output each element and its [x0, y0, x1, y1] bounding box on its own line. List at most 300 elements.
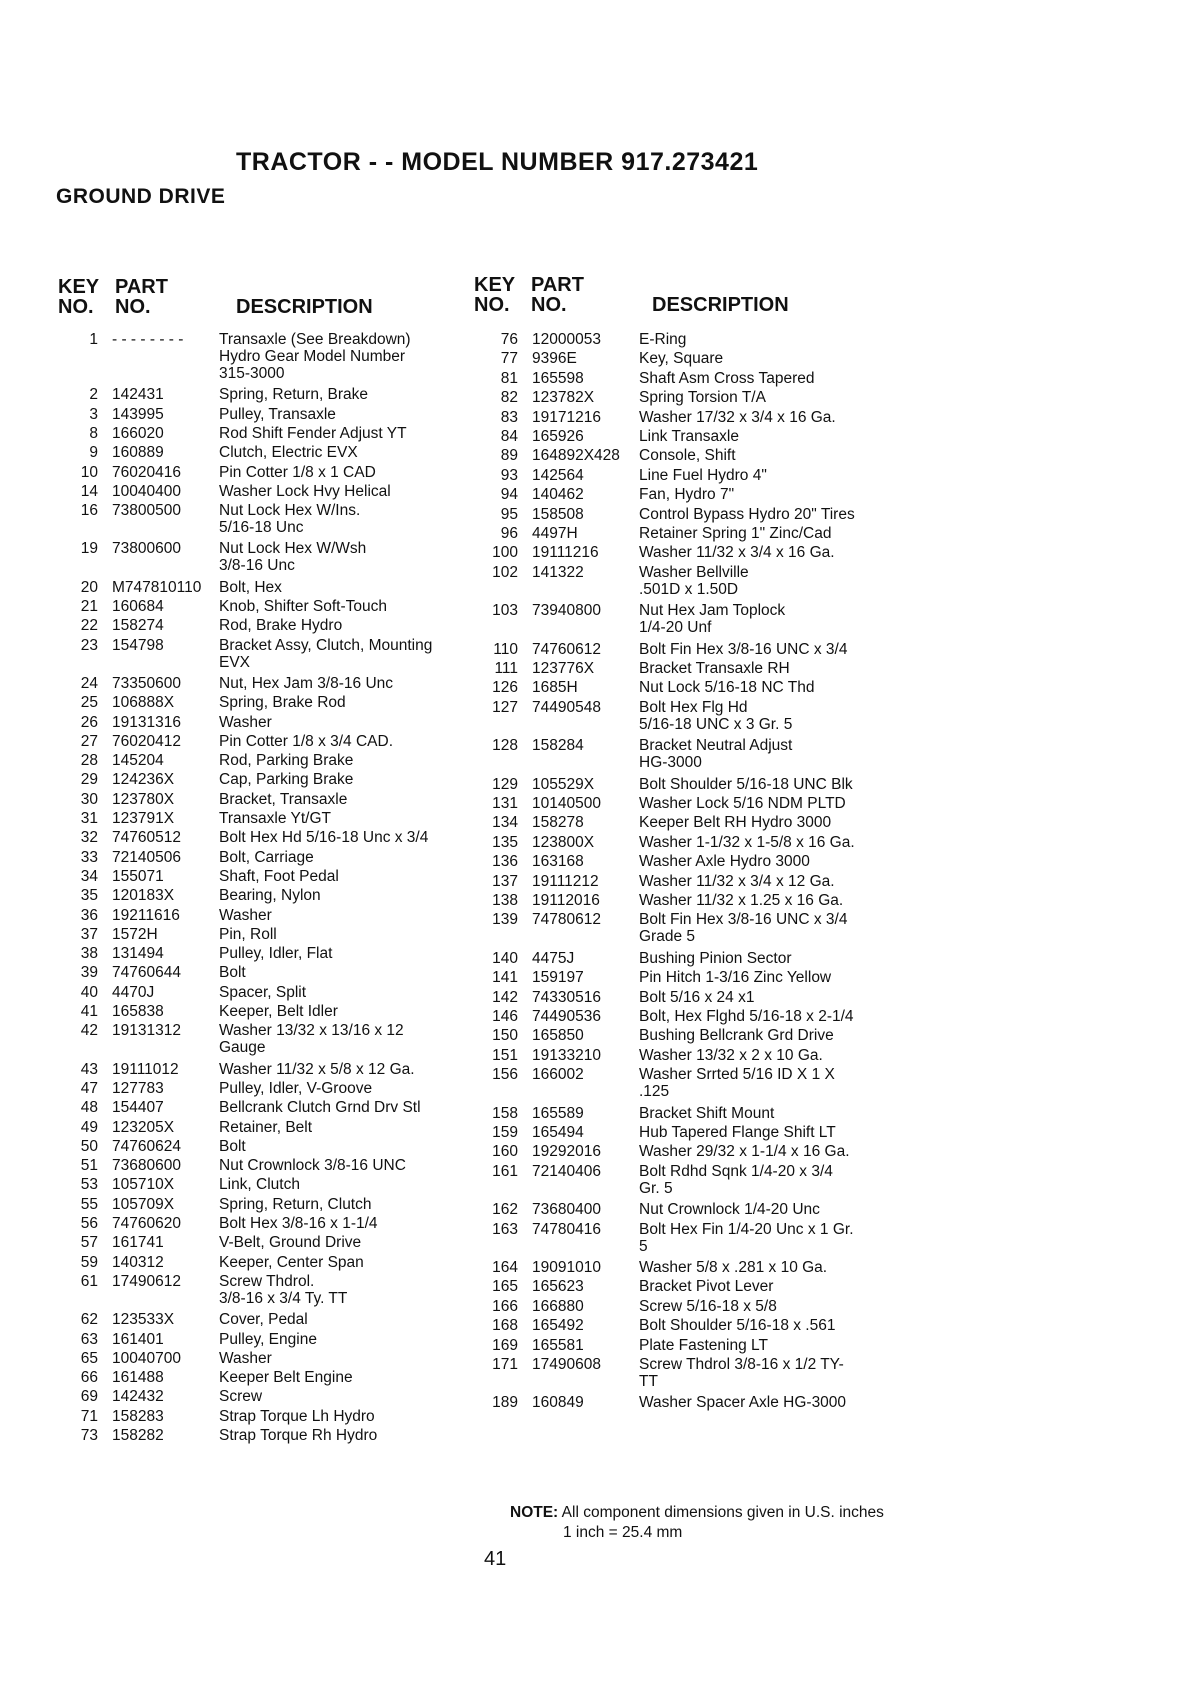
- key-cell: [56, 944, 98, 963]
- part-number: 76020412: [112, 732, 181, 750]
- part-number: 165492: [532, 1317, 584, 1335]
- key-cell: [476, 1355, 518, 1374]
- part-description: Shaft, Foot Pedal: [219, 867, 339, 885]
- key-number: 134: [492, 814, 518, 832]
- part-number: 106888X: [112, 694, 175, 712]
- parts-row: [476, 1297, 996, 1316]
- part-description: Bolt Shoulder 5/16-18 x .561: [639, 1317, 836, 1335]
- part-description: Transaxle Yt/GT: [219, 810, 331, 827]
- part-description: Washer: [219, 1349, 272, 1367]
- key-cell: [476, 1065, 518, 1084]
- left-column-header: [58, 276, 528, 320]
- key-cell: [476, 640, 518, 659]
- part-description: Bolt Hex Fin 1/4-20 Unc x 1 Gr.: [639, 1220, 854, 1238]
- key-cell: [476, 1220, 518, 1239]
- part-number: 165589: [532, 1104, 584, 1122]
- part-description: Keeper, Center Span: [219, 1253, 364, 1271]
- key-number: 51: [80, 1157, 98, 1175]
- key-number: 42: [80, 1022, 98, 1040]
- page-title: TRACTOR - - MODEL NUMBER 917.273421: [236, 148, 759, 176]
- key-cell: [56, 1195, 98, 1214]
- parts-row: [476, 659, 996, 678]
- part-description: Bracket, Transaxle: [219, 790, 348, 808]
- left-parts-list: [56, 330, 496, 1530]
- key-cell: [476, 543, 518, 562]
- part-description: Keeper Belt RH Hydro 3000: [639, 814, 832, 832]
- part-number: 154798: [112, 636, 164, 654]
- key-number: 10: [80, 463, 98, 481]
- key-number: 30: [80, 790, 98, 808]
- part-description: Nut Crownlock 1/4-20 Unc: [639, 1201, 820, 1219]
- part-number: 120183X: [112, 887, 175, 905]
- part-description: Bracket Neutral Adjust: [639, 737, 793, 755]
- part-number: 19111212: [532, 872, 599, 890]
- part-number: 76020416: [112, 463, 181, 481]
- part-number: 123791X: [112, 810, 175, 827]
- parts-row: [476, 330, 996, 349]
- key-number: 2: [89, 386, 98, 404]
- key-cell: [56, 751, 98, 770]
- key-number: 14: [80, 482, 98, 500]
- part-description: Washer 29/32 x 1-1/4 x 16 Ga.: [639, 1143, 850, 1161]
- part-description: Bolt: [219, 964, 246, 982]
- part-description: Nut, Hex Jam 3/8-16 Unc: [219, 674, 394, 692]
- key-cell: [476, 369, 518, 388]
- part-description: Screw: [219, 1388, 263, 1406]
- header-part-no: NO.: [531, 294, 567, 316]
- key-cell: [56, 463, 98, 482]
- parts-row: [476, 1123, 996, 1142]
- part-description: Link, Clutch: [219, 1176, 300, 1194]
- key-cell: [56, 1233, 98, 1252]
- key-cell: [56, 1387, 98, 1406]
- part-description: Washer Bellville: [639, 563, 749, 581]
- key-number: 3: [89, 405, 98, 423]
- key-cell: [476, 408, 518, 427]
- part-description: Washer 11/32 x 3/4 x 16 Ga.: [639, 544, 835, 562]
- part-description: 315-3000: [219, 365, 285, 382]
- part-number: 160889: [112, 444, 164, 462]
- part-description: 5/16-18 Unc: [219, 519, 304, 537]
- section-title: GROUND DRIVE: [56, 185, 226, 208]
- note-text: All component dimensions given in U.S. inches: [561, 1504, 884, 1521]
- parts-row: [476, 1316, 996, 1335]
- parts-row: [476, 1200, 996, 1219]
- header-description: DESCRIPTION: [652, 294, 789, 316]
- right-parts-list: [476, 330, 946, 1530]
- part-description: Plate Fastening LT: [639, 1336, 768, 1354]
- part-description: Washer: [219, 713, 272, 731]
- part-description: Rod Shift Fender Adjust YT: [219, 424, 407, 442]
- part-number: 19111216: [532, 544, 599, 562]
- part-description: Cover, Pedal: [219, 1311, 308, 1329]
- parts-row: [476, 968, 996, 987]
- part-number: 123205X: [112, 1118, 175, 1136]
- part-description: Gauge: [219, 1039, 266, 1057]
- part-number: 123780X: [112, 790, 175, 808]
- part-number: 4497H: [532, 525, 578, 542]
- key-number: 126: [492, 679, 518, 697]
- key-cell: [56, 405, 98, 424]
- key-number: 32: [80, 829, 98, 847]
- key-cell: [56, 616, 98, 635]
- part-number: 158284: [532, 737, 584, 755]
- part-description: Washer 11/32 x 5/8 x 12 Ga.: [219, 1060, 415, 1078]
- key-cell: [56, 1349, 98, 1368]
- parts-row: [476, 1007, 996, 1026]
- key-number: 189: [492, 1394, 518, 1412]
- key-cell: [476, 1393, 518, 1412]
- key-cell: [476, 949, 518, 968]
- key-number: 73: [80, 1427, 98, 1444]
- key-cell: [56, 770, 98, 789]
- part-number: 131494: [112, 945, 164, 963]
- part-description: Keeper Belt Engine: [219, 1369, 353, 1387]
- part-description: Nut Crownlock 3/8-16 UNC: [219, 1157, 406, 1175]
- part-number: 73680600: [112, 1157, 181, 1175]
- part-description: Strap Torque Rh Hydro: [219, 1427, 378, 1444]
- key-number: 23: [80, 636, 98, 654]
- part-number: 123782X: [532, 389, 595, 407]
- key-cell: [56, 1272, 98, 1291]
- part-description: Bracket Assy, Clutch, Mounting: [219, 636, 433, 654]
- key-cell: [476, 833, 518, 852]
- part-number: 73800600: [112, 540, 181, 558]
- part-description: Washer 13/32 x 13/16 x 12: [219, 1022, 404, 1040]
- part-number: 165926: [532, 428, 584, 445]
- key-cell: [56, 674, 98, 693]
- part-description: Rod, Parking Brake: [219, 752, 354, 770]
- parts-row: [476, 1220, 996, 1255]
- part-number: M747810110: [112, 578, 202, 596]
- key-number: 20: [80, 578, 98, 596]
- part-number: 158508: [532, 505, 584, 523]
- key-number: 137: [492, 872, 518, 890]
- part-number: 10040700: [112, 1349, 181, 1367]
- part-number: 19292016: [532, 1143, 601, 1161]
- key-number: 82: [500, 389, 518, 407]
- key-number: 161: [492, 1162, 518, 1180]
- key-number: 41: [80, 1003, 98, 1020]
- key-cell: [56, 1310, 98, 1329]
- note-conversion: 1 inch = 25.4 mm: [563, 1524, 683, 1541]
- part-description: V-Belt, Ground Drive: [219, 1234, 362, 1252]
- key-number: 56: [80, 1215, 98, 1232]
- key-cell: [476, 1046, 518, 1065]
- part-description: 5/16-18 UNC x 3 Gr. 5: [639, 715, 793, 733]
- key-cell: [56, 1118, 98, 1137]
- key-number: 63: [80, 1330, 98, 1348]
- parts-row: [476, 1336, 996, 1355]
- parts-row: [476, 1065, 996, 1101]
- part-description: Strap Torque Lh Hydro: [219, 1407, 375, 1425]
- part-description: Screw Thdrol.: [219, 1272, 315, 1290]
- part-number: 142432: [112, 1388, 164, 1406]
- part-description: Keeper, Belt Idler: [219, 1003, 338, 1020]
- part-number: 145204: [112, 752, 164, 770]
- part-number: 165581: [532, 1336, 584, 1354]
- part-number: 4470J: [112, 983, 155, 1001]
- part-number: 74780612: [532, 911, 601, 929]
- key-cell: [476, 852, 518, 871]
- part-number: 155071: [112, 867, 164, 885]
- part-description: Washer 13/32 x 2 x 10 Ga.: [639, 1046, 823, 1064]
- parts-row: [476, 446, 996, 465]
- part-number: 163168: [532, 853, 584, 871]
- part-description: EVX: [219, 653, 251, 671]
- key-number: 1: [89, 331, 98, 348]
- part-description: Screw Thdrol 3/8-16 x 1/2 TY-: [639, 1356, 844, 1373]
- key-cell: [476, 1162, 518, 1181]
- part-number: 72140406: [532, 1162, 601, 1180]
- part-description: Retainer, Belt: [219, 1118, 313, 1136]
- part-description: Nut Lock Hex W/Ins.: [219, 502, 361, 520]
- part-description: E-Ring: [639, 331, 687, 348]
- key-number: 35: [80, 887, 98, 905]
- parts-row: [476, 1026, 996, 1045]
- key-cell: [56, 1407, 98, 1426]
- key-number: 158: [492, 1104, 518, 1122]
- part-description: Pulley, Engine: [219, 1330, 317, 1348]
- key-number: 93: [500, 466, 518, 484]
- key-cell: [476, 427, 518, 446]
- part-number: 74330516: [532, 988, 601, 1006]
- part-description: Bolt 5/16 x 24 x1: [639, 988, 755, 1006]
- key-number: 33: [80, 848, 98, 866]
- key-cell: [56, 1426, 98, 1445]
- key-cell: [56, 1021, 98, 1040]
- key-number: 50: [80, 1137, 98, 1155]
- key-number: 57: [80, 1234, 98, 1252]
- part-number: 73800500: [112, 502, 181, 520]
- key-number: 135: [492, 833, 518, 851]
- part-number: 17490612: [112, 1272, 181, 1290]
- part-description: Cap, Parking Brake: [219, 771, 354, 789]
- part-description: Gr. 5: [639, 1179, 673, 1197]
- key-cell: [56, 597, 98, 616]
- part-number: 123776X: [532, 660, 595, 677]
- part-description: Washer 11/32 x 3/4 x 12 Ga.: [639, 872, 835, 890]
- part-number: 74490548: [532, 698, 601, 716]
- key-number: 25: [80, 694, 98, 712]
- part-number: - - - - - - - -: [112, 331, 184, 348]
- part-number: 74760624: [112, 1137, 181, 1155]
- key-number: 100: [492, 544, 518, 562]
- part-description: Pin Cotter 1/8 x 3/4 CAD.: [219, 732, 394, 750]
- key-cell: [476, 891, 518, 910]
- part-number: 164892X428: [532, 447, 620, 465]
- part-description: Nut Lock 5/16-18 NC Thd: [639, 679, 815, 697]
- key-cell: [476, 1026, 518, 1045]
- key-number: 96: [500, 525, 518, 542]
- key-number: 53: [80, 1176, 98, 1194]
- part-number: 165623: [532, 1278, 584, 1296]
- part-number: 140312: [112, 1253, 164, 1271]
- key-number: 16: [80, 502, 98, 520]
- parts-row: [476, 485, 996, 504]
- key-number: 111: [494, 660, 518, 677]
- key-cell: [476, 330, 518, 349]
- part-description: .125: [639, 1083, 670, 1101]
- key-cell: [476, 910, 518, 929]
- key-number: 81: [500, 369, 518, 387]
- part-description: Retainer Spring 1" Zinc/Cad: [639, 525, 832, 542]
- parts-row: [476, 563, 996, 598]
- key-cell: [56, 790, 98, 809]
- part-number: 143995: [112, 405, 164, 423]
- part-description: Transaxle (See Breakdown): [219, 331, 411, 348]
- key-number: 166: [492, 1297, 518, 1315]
- key-number: 66: [80, 1369, 98, 1387]
- parts-row: [476, 1258, 996, 1277]
- key-number: 129: [492, 775, 518, 793]
- part-description: Bolt Rdhd Sqnk 1/4-20 x 3/4: [639, 1162, 833, 1180]
- part-number: 160849: [532, 1394, 584, 1412]
- key-number: 69: [80, 1388, 98, 1406]
- key-cell: [56, 482, 98, 501]
- key-number: 136: [492, 853, 518, 871]
- key-number: 9: [89, 444, 98, 462]
- part-description: Shaft Asm Cross Tapered: [639, 369, 815, 387]
- key-cell: [476, 1123, 518, 1142]
- part-number: 19211616: [112, 906, 180, 924]
- key-cell: [476, 736, 518, 755]
- parts-row: [476, 369, 996, 388]
- part-description: Bolt Fin Hex 3/8-16 UNC x 3/4: [639, 911, 848, 929]
- part-number: 105710X: [112, 1176, 175, 1194]
- key-number: 40: [80, 983, 98, 1001]
- parts-row: [476, 1277, 996, 1296]
- part-description: Pin Cotter 1/8 x 1 CAD: [219, 463, 376, 481]
- part-number: 161488: [112, 1369, 164, 1387]
- part-number: 73940800: [532, 602, 601, 620]
- part-number: 166020: [112, 424, 164, 442]
- key-cell: [476, 659, 518, 678]
- key-number: 169: [492, 1336, 518, 1354]
- part-description: Washer Lock 5/16 NDM PLTD: [639, 795, 846, 812]
- key-cell: [56, 867, 98, 886]
- part-number: 10040400: [112, 482, 181, 500]
- part-number: 19131316: [112, 713, 181, 731]
- key-number: 83: [500, 408, 518, 426]
- parts-row: [476, 949, 996, 968]
- part-description: Link Transaxle: [639, 428, 739, 445]
- key-cell: [56, 828, 98, 847]
- key-number: 43: [80, 1060, 98, 1078]
- part-number: 19112016: [532, 892, 600, 909]
- part-description: Washer Spacer Axle HG-3000: [639, 1394, 847, 1412]
- key-cell: [56, 1214, 98, 1233]
- parts-row: [476, 1393, 996, 1412]
- part-number: 123533X: [112, 1311, 175, 1329]
- part-number: 127783: [112, 1079, 164, 1097]
- key-cell: [476, 872, 518, 891]
- parts-row: [476, 427, 996, 446]
- key-cell: [56, 983, 98, 1002]
- key-cell: [476, 1297, 518, 1316]
- part-description: Bolt Hex 3/8-16 x 1-1/4: [219, 1215, 378, 1232]
- note-label: NOTE:: [510, 1504, 559, 1521]
- part-description: Bolt: [219, 1137, 246, 1155]
- part-number: 142431: [112, 386, 164, 404]
- key-number: 160: [492, 1143, 518, 1161]
- part-description: Bracket Transaxle RH: [639, 660, 790, 677]
- key-cell: [56, 1368, 98, 1387]
- key-number: 139: [492, 911, 518, 929]
- parts-row: [476, 543, 996, 562]
- part-number: 166880: [532, 1297, 584, 1315]
- part-description: Bolt Hex Flg Hd: [639, 698, 748, 716]
- key-number: 21: [80, 598, 98, 615]
- key-number: 29: [80, 771, 98, 789]
- key-number: 59: [80, 1253, 98, 1271]
- key-number: 27: [80, 732, 98, 750]
- header-part: PART: [531, 274, 584, 296]
- key-cell: [56, 906, 98, 925]
- key-cell: [476, 1316, 518, 1335]
- page-number: 41: [484, 1548, 507, 1570]
- part-description: Washer 5/8 x .281 x 10 Ga.: [639, 1259, 828, 1276]
- parts-row: [476, 852, 996, 871]
- part-number: 158283: [112, 1407, 164, 1425]
- part-description: Pin, Roll: [219, 925, 277, 943]
- part-number: 123800X: [532, 833, 595, 851]
- part-description: Washer 17/32 x 3/4 x 16 Ga.: [639, 408, 836, 426]
- part-number: 19091010: [532, 1259, 601, 1276]
- key-number: 28: [80, 752, 98, 770]
- parts-row: [476, 1355, 996, 1390]
- parts-row: [476, 794, 996, 813]
- part-description: Bracket Shift Mount: [639, 1104, 775, 1122]
- key-number: 162: [492, 1201, 518, 1219]
- right-column-header: [474, 274, 944, 318]
- part-description: Washer: [219, 906, 272, 924]
- key-cell: [56, 1060, 98, 1079]
- parts-row: [476, 813, 996, 832]
- key-cell: [476, 698, 518, 717]
- key-cell: [56, 886, 98, 905]
- part-description: Key, Square: [639, 350, 724, 368]
- part-description: Bolt Shoulder 5/16-18 UNC Blk: [639, 775, 853, 793]
- part-number: 1572H: [112, 925, 158, 943]
- key-number: 34: [80, 867, 98, 885]
- part-number: 124236X: [112, 771, 175, 789]
- parts-row: [476, 1046, 996, 1065]
- key-cell: [56, 713, 98, 732]
- parts-row: [476, 466, 996, 485]
- part-number: 10140500: [532, 795, 601, 812]
- part-description: Knob, Shifter Soft-Touch: [219, 598, 388, 615]
- part-number: 140462: [532, 486, 584, 504]
- key-cell: [56, 693, 98, 712]
- key-cell: [476, 1277, 518, 1296]
- part-number: 74780416: [532, 1220, 601, 1238]
- key-cell: [476, 1258, 518, 1277]
- part-number: 1685H: [532, 679, 578, 697]
- part-description: Spring, Brake Rod: [219, 694, 346, 712]
- parts-row: [476, 524, 996, 543]
- part-description: Spring, Return, Brake: [219, 386, 369, 404]
- key-cell: [56, 1079, 98, 1098]
- key-number: 84: [500, 428, 518, 445]
- part-number: 12000053: [532, 331, 601, 348]
- part-number: 105709X: [112, 1195, 175, 1213]
- part-number: 74760612: [532, 640, 601, 658]
- key-cell: [56, 732, 98, 751]
- key-cell: [476, 1007, 518, 1026]
- part-description: Clutch, Electric EVX: [219, 444, 358, 462]
- part-description: Rod, Brake Hydro: [219, 617, 343, 635]
